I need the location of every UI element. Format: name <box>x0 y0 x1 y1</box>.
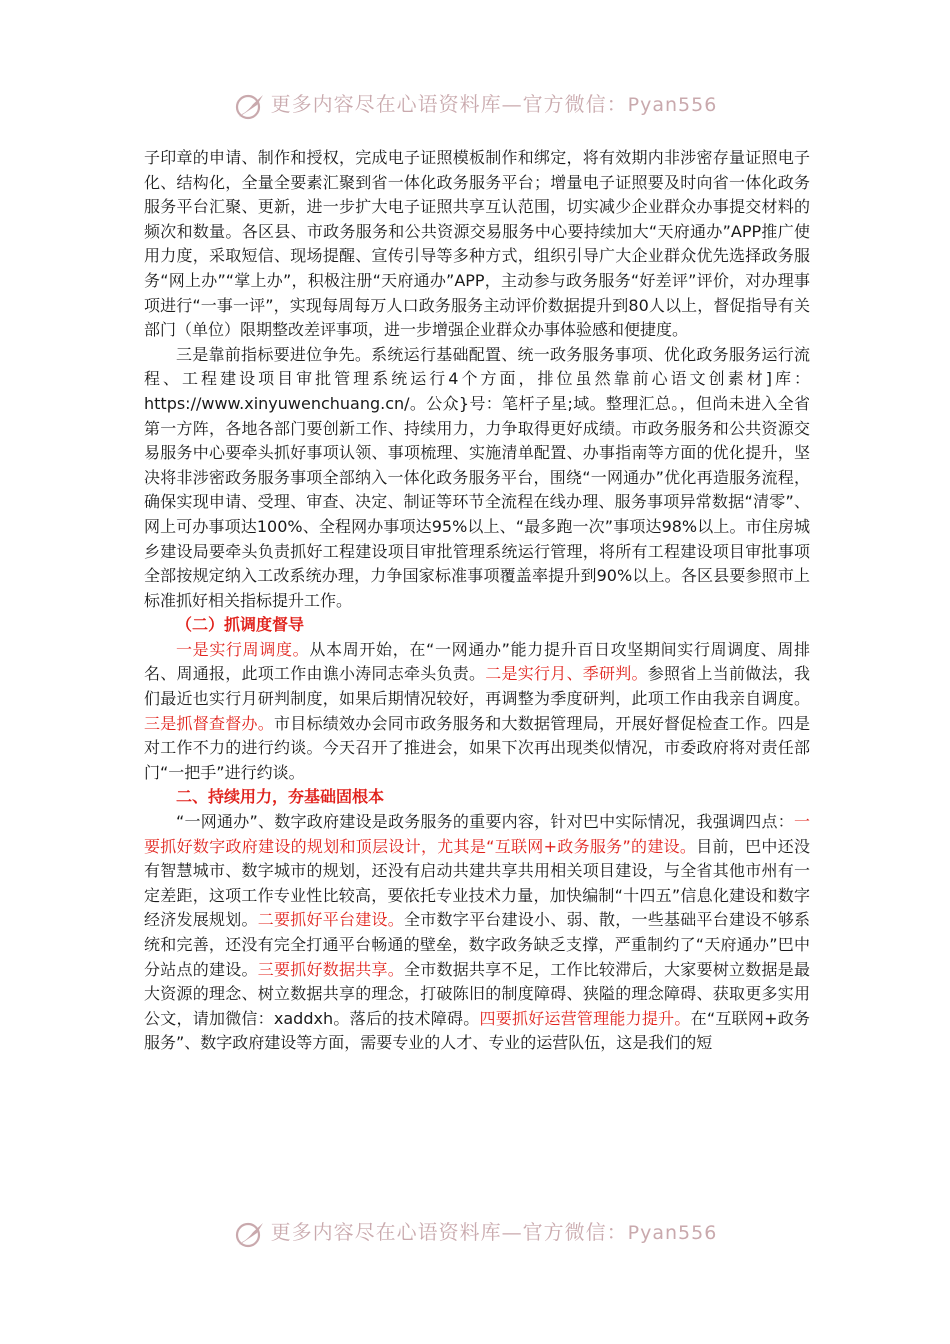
section-heading-foundation: 二、持续用力，夯基础固根本 <box>176 787 385 807</box>
section-heading-dispatch: （二）抓调度督导 <box>176 615 305 635</box>
banner-wechat-id: Pyan556 <box>627 1222 718 1244</box>
document-body <box>144 146 810 1056</box>
text-operations: 在“互联网+政务服务”、数字政府建设等方面，需要专业的人才、专业的运营队伍，这是我们的短 <box>144 1008 810 1053</box>
text-platform: 全市数字平台建设小、弱、散，一些基础平台建设不够系统和完善，还没有完全打通平台畅通的壁垒，数字政务缺乏支撑，严重制约了“天府通办”巴中分站点的建设。 <box>144 910 810 979</box>
bottom-watermark-banner <box>0 1216 950 1249</box>
text-weekly-dispatch: 从本周开始，在“一网通办”能力提升百日攻坚期间实行周调度、周排名、周通报，此项工作由谯小涛同志牵头负责。 <box>144 639 810 684</box>
highlight-operations: 四要抓好运营管理能力提升。 <box>479 1008 691 1028</box>
quill-logo-icon <box>233 1219 267 1249</box>
highlight-supervision: 三是抓督查督办。 <box>144 713 274 733</box>
highlight-monthly-review: 二是实行月、季研判。 <box>485 664 648 684</box>
banner-wechat-id: Pyan556 <box>627 94 718 116</box>
highlight-platform: 二要抓好平台建设。 <box>257 910 404 930</box>
quill-logo-icon <box>233 91 267 121</box>
banner-text: 更多内容尽在心语资料库—官方微信： <box>270 92 628 116</box>
highlight-weekly-dispatch: 一是实行周调度。 <box>176 639 310 659</box>
text-monthly-review: 参照省上当前做法，我们最近也实行月研判制度，如果后期情况较好，再调整为季度研判，此项工作由我亲自调度。 <box>144 664 810 709</box>
highlight-data-sharing: 三要抓好数据共享。 <box>257 959 404 979</box>
text-data-sharing: 全市数据共享不足，工作比较滞后，大家要树立数据是最大资源的理念、树立数据共享的理念，打破陈旧的制度障碍、狭隘的理念障碍、获取更多实用公文，请加微信：xaddxh。落后的技术障碍。 <box>144 959 810 1028</box>
text-planning: 目前，巴中还没有智慧城市、数字城市的规划，还没有启动共建共享共用相关项目建设，与全省其他市州有一定差距，这项工作专业性比较高，要依托专业技术力量，加快编制“十四五”信息化建设和数字经济发展规划。 <box>144 836 810 930</box>
text-intro: “一网通办”、数字政府建设是政务服务的重要内容，针对巴中实际情况，我强调四点： <box>176 812 794 832</box>
paragraph-2: 三是靠前指标要进位争先。系统运行基础配置、统一政务服务事项、优化政务服务运行流程、工程建设项目审批管理系统运行4个方面，排位虽然靠前心语文创素材]库：https://www.xinyuwenchuang.cn/。公众}号：笔杆子星;域。整理汇总。，但尚未进入全省第一方阵，各地各部门要创新工作、持续用力，力争取得更好成绩。市政务服务和公共资源交易服务中心要牵头抓好事项认领、事项梳理、实施清单配置、办事指南等方面的优化提升，坚决将非涉密政务服务事项全部纳入一体化政务服务平台，围绕“一网通办”优化再造服务流程，确保实现申请、受理、审查、决定、制证等环节全流程在线办理、服务事项异常数据“清零”、网上可办事项达100%、全程网办事项达95%以上、“最多跑一次”事项达98%以上。市住房城乡建设局要牵头负责抓好工程建设项目审批管理系统运行管理，将所有工程建设项目审批事项全部按规定纳入工改系统办理，力争国家标准事项覆盖率提升到90%以上。各区县要参照市上标准抓好相关指标提升工作。 <box>144 344 810 610</box>
top-watermark-banner <box>0 88 950 121</box>
paragraph-4 <box>144 810 810 1056</box>
banner-text: 更多内容尽在心语资料库—官方微信： <box>270 1220 628 1244</box>
paragraph-3 <box>144 638 810 786</box>
highlight-planning: 一要抓好数字政府建设的规划和顶层设计，尤其是“互联网+政务服务”的建设。 <box>144 812 810 856</box>
text-supervision: 市目标绩效办会同市政务服务和大数据管理局，开展好督促检查工作。四是对工作不力的进行约谈。今天召开了推进会，如果下次再出现类似情况，市委政府将对责任部门“一把手”进行约谈。 <box>144 713 810 782</box>
paragraph-1: 子印章的申请、制作和授权，完成电子证照模板制作和绑定，将有效期内非涉密存量证照电子化、结构化，全量全要素汇聚到省一体化政务服务平台；增量电子证照要及时向省一体化政务服务平台汇聚、更新，进一步扩大电子证照共享互认范围，切实减少企业群众办事提交材料的频次和数量。各区县、市政务服务和公共资源交易服务中心要持续加大“天府通办”APP推广使用力度，采取短信、现场提醒、宣传引导等多种方式，组织引导广大企业群众优先选择政务服务“网上办”“掌上办”，积极注册“天府通办”APP，主动参与政务服务“好差评”评价，对办理事项进行“一事一评”，实现每周每万人口政务服务主动评价数据提升到80人以上，督促指导有关部门（单位）限期整改差评事项，进一步增强企业群众办事体验感和便捷度。 <box>144 148 810 340</box>
